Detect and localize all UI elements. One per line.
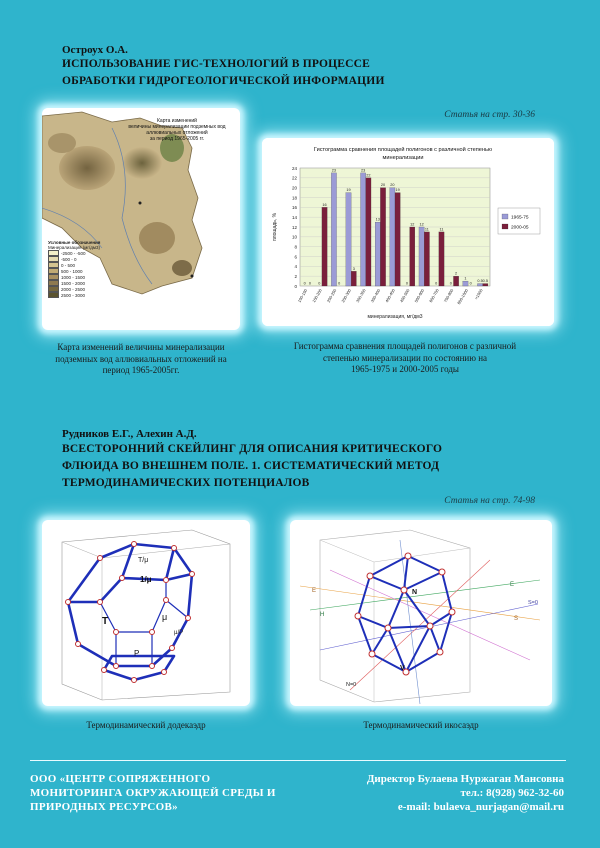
icosa-label-s: S [514, 616, 519, 622]
icosahedron-diagram [290, 520, 552, 706]
chart-caption-line1: Гистограмма сравнения площадей полигонов с различной [293, 341, 517, 351]
chart-data-label: 13 [375, 217, 380, 222]
map-legend-subtitle: Минерализация (мг/дм3) [48, 245, 100, 250]
footer-contacts [367, 772, 564, 814]
chart-y-tick: 0 [294, 283, 297, 289]
chart-x-tick: 250-300 [340, 288, 353, 304]
chart-x-tick: 800-1000 [456, 288, 469, 306]
map-legend-title: Условные обозначения [48, 240, 101, 245]
map-city-marker [191, 275, 194, 278]
chart-bar [424, 232, 429, 286]
map-legend-label: 1500 - 2000 [61, 280, 86, 286]
chart-bar [463, 281, 468, 286]
chart-legend-label: 1965-75 [511, 215, 529, 221]
map-title-line2: величины минерализации подземных вод [128, 124, 226, 130]
icosa-label-e: E [510, 582, 515, 588]
chart-legend-swatch [502, 214, 508, 219]
map-zone [139, 222, 175, 254]
chart-y-tick: 8 [294, 244, 297, 250]
chart-x-tick: 100-150 [296, 288, 309, 304]
chart-bar [375, 222, 380, 286]
chart-data-label: 19 [395, 188, 400, 193]
chart-bar [380, 188, 385, 286]
chart-bar [322, 207, 327, 286]
map-title [122, 118, 232, 142]
chart-bar [410, 227, 415, 286]
map-caption-line1: Карта изменений величины минерализации [57, 342, 225, 352]
dodecahedron-diagram [42, 520, 250, 706]
chart-y-label: площадь, % [272, 212, 278, 242]
chart-bar [366, 178, 371, 286]
chart-data-label: 2 [455, 271, 458, 276]
footer-org-line3: ПРИРОДНЫХ РЕСУРСОВ» [30, 801, 178, 813]
icosahedron-figure [290, 520, 552, 706]
footer-divider [30, 760, 566, 761]
map-legend-label: 2000 - 2500 [61, 286, 86, 292]
chart-data-label: 23 [361, 168, 366, 173]
chart-y-tick: 22 [291, 175, 297, 181]
map-legend [48, 240, 100, 298]
chart-legend-label: 2000-05 [511, 225, 529, 231]
article1-title-line2: ОБРАБОТКИ ГИДРОГЕОЛОГИЧЕСКОЙ ИНФОРМАЦИИ [62, 75, 385, 87]
article2-author: Рудников Е.Г., Алехин А.Д. [62, 428, 197, 440]
map-figure [42, 108, 240, 330]
map-legend-label: 1000 - 1500 [61, 274, 86, 280]
chart-y-tick: 6 [294, 254, 297, 260]
chart-legend-swatch [502, 224, 508, 229]
map-legend-label: -500 - 0 [61, 256, 77, 262]
icosa-label-v: V [400, 665, 405, 672]
map-city-marker [139, 202, 142, 205]
map-zone [172, 260, 192, 276]
article1-title [62, 56, 385, 90]
article1-title-line1: ИСПОЛЬЗОВАНИЕ ГИС-ТЕХНОЛОГИЙ В ПРОЦЕССЕ [62, 58, 371, 70]
chart-x-tick: 400-450 [384, 288, 396, 304]
dodeca-label-mu-p: μ/P [174, 630, 184, 636]
footer-org-line1: ООО «ЦЕНТР СОПРЯЖЕННОГО [30, 773, 211, 785]
article2-title [62, 441, 442, 492]
chart-y-tick: 14 [291, 214, 297, 220]
article2-title-line3: ТЕРМОДИНАМИЧЕСКИХ ПОТЕНЦИАЛОВ [62, 477, 310, 489]
map-zone [48, 133, 76, 153]
chart-x-tick: 200-250 [325, 288, 338, 304]
map-legend-label: 2500 - 3000 [61, 292, 86, 298]
icosahedron-caption: Термодинамический икосаэдр [363, 720, 479, 730]
chart-bar [453, 276, 458, 286]
chart-data-label: 0 [338, 281, 341, 286]
chart-data-label: 19 [346, 188, 351, 193]
footer-organization [30, 772, 276, 814]
chart-y-tick: 20 [291, 185, 297, 191]
footer-phone: тел.: 8(928) 962-32-60 [460, 787, 564, 799]
icosa-label-h: H [320, 612, 325, 618]
map-legend-swatch [48, 292, 59, 298]
map-legend-label: 500 - 1000 [61, 268, 83, 274]
icosa-label-s0: S=0 [528, 600, 538, 606]
dodeca-label-inv-mu: 1/μ [140, 575, 152, 584]
dodeca-label-p: P [134, 649, 140, 658]
chart-bar [361, 173, 366, 286]
map-zone [59, 146, 115, 190]
icosa-label-n: N [412, 589, 418, 596]
chart-y-tick: 4 [294, 264, 297, 270]
icosa-label-e2: E [312, 588, 317, 594]
map-caption-line3: период 1965-2005гг. [102, 365, 180, 375]
map-caption-line2: подземных вод аллювиальных отложений на [55, 353, 227, 364]
chart-x-tick: 500-600 [413, 288, 426, 304]
chart-data-label: 11 [439, 227, 444, 232]
histogram-chart [262, 138, 554, 326]
chart-x-tick: 150-200 [311, 288, 323, 304]
chart-data-label: 3 [352, 266, 355, 271]
chart-x-tick: 350-400 [369, 288, 382, 304]
chart-data-label: 16 [322, 202, 327, 207]
dodeca-label-t: T [102, 616, 109, 627]
article2-page-ref: Статья на стр. 74-98 [444, 496, 535, 506]
map-legend-rows [48, 250, 100, 298]
chart-y-tick: 12 [291, 224, 297, 230]
map-zone [122, 147, 162, 179]
chart-bar [395, 193, 400, 286]
chart-bar [390, 188, 395, 286]
chart-y-tick: 16 [291, 205, 297, 211]
chart-data-label: 23 [331, 168, 337, 173]
chart-figure [262, 138, 554, 326]
chart-data-label: 12 [410, 222, 415, 227]
chart-data-label: 20 [380, 183, 386, 188]
footer-director: Директор Булаева Нуржаган Мансовна [366, 773, 564, 785]
chart-bar [477, 284, 482, 286]
map-caption [38, 342, 244, 377]
dodeca-label-t-mu: T/μ [138, 557, 149, 564]
chart-x-tick: 300-350 [354, 288, 367, 304]
chart-bar [419, 227, 424, 286]
chart-bar [483, 284, 488, 286]
chart-data-label: 0 [308, 281, 312, 286]
chart-caption-line3: 1965-1975 и 2000-2005 годы [351, 364, 459, 374]
chart-bar [439, 232, 444, 286]
chart-y-tick: 2 [294, 273, 297, 279]
dodecahedron-figure [42, 520, 250, 706]
chart-x-label: минерализация, мг/дм3 [367, 314, 423, 320]
footer-org-line2: МОНИТОРИНГА ОКРУЖАЮЩЕЙ СРЕДЫ И [30, 787, 276, 799]
map-title-line1: Карта изменений [157, 118, 197, 124]
chart-y-tick: 24 [291, 165, 297, 171]
chart-title-line2: минерализации [382, 155, 424, 161]
chart-data-label: 0 [469, 281, 472, 286]
chart-bar [351, 271, 356, 286]
dodeca-label-mu: μ [162, 612, 168, 622]
chart-data-label: 0 [449, 281, 452, 286]
chart-caption [270, 341, 540, 376]
footer-email-link[interactable]: e-mail: bulaeva_nurjagan@mail.ru [397, 801, 564, 813]
article1-author: Остроух О.А. [62, 44, 128, 56]
map-legend-label: 0 - 500 [61, 262, 76, 268]
map-title-line3: аллювиальных отложений [146, 130, 208, 136]
chart-title-line1: Гистограмма сравнения площадей полигонов с различной степенью [313, 147, 493, 153]
chart-data-label: 0 [405, 281, 409, 286]
chart-caption-line2: степенью минерализации по состоянию на [322, 352, 488, 363]
chart-data-label: 22 [366, 173, 371, 178]
chart-x-tick: 600-700 [428, 288, 440, 304]
chart-x-tick: >1000 [473, 288, 484, 301]
chart-y-tick: 10 [291, 234, 297, 240]
chart-data-label: 0 [318, 281, 321, 286]
map-legend-row [48, 292, 100, 298]
chart-data-label: 0 [435, 281, 438, 286]
map-legend-label: -2500 - -500 [61, 250, 86, 256]
chart-data-label: 1 [464, 276, 467, 281]
chart-data-label: 11 [424, 227, 429, 232]
article2-title-line2: ФЛЮИДА ВО ВНЕШНЕМ ПОЛЕ. 1. СИСТЕМАТИЧЕСКИЙ МЕТОД [62, 460, 440, 472]
chart-data-label: 12 [419, 222, 424, 227]
chart-y-tick: 18 [291, 195, 297, 201]
chart-data-label: 0.5 [477, 279, 483, 284]
article1-page-ref: Статья на стр. 30-36 [444, 110, 535, 120]
chart-data-label: 0 [303, 281, 306, 286]
chart-data-label: 20 [390, 183, 395, 188]
chart-x-tick: 450-500 [398, 288, 411, 304]
icosa-label-n0: N=0 [346, 682, 357, 688]
map-title-line4: за период 1965-2005 гг. [149, 136, 205, 142]
article2-title-line1: ВСЕСТОРОННИЙ СКЕЙЛИНГ ДЛЯ ОПИСАНИЯ КРИТИЧЕСКОГО [62, 443, 443, 455]
chart-bar [331, 173, 336, 286]
chart-x-tick: 700-800 [442, 288, 455, 304]
chart-data-label: 0.5 [482, 279, 488, 284]
chart-bar [346, 193, 351, 286]
dodecahedron-caption: Термодинамический додекаэдр [86, 720, 206, 730]
